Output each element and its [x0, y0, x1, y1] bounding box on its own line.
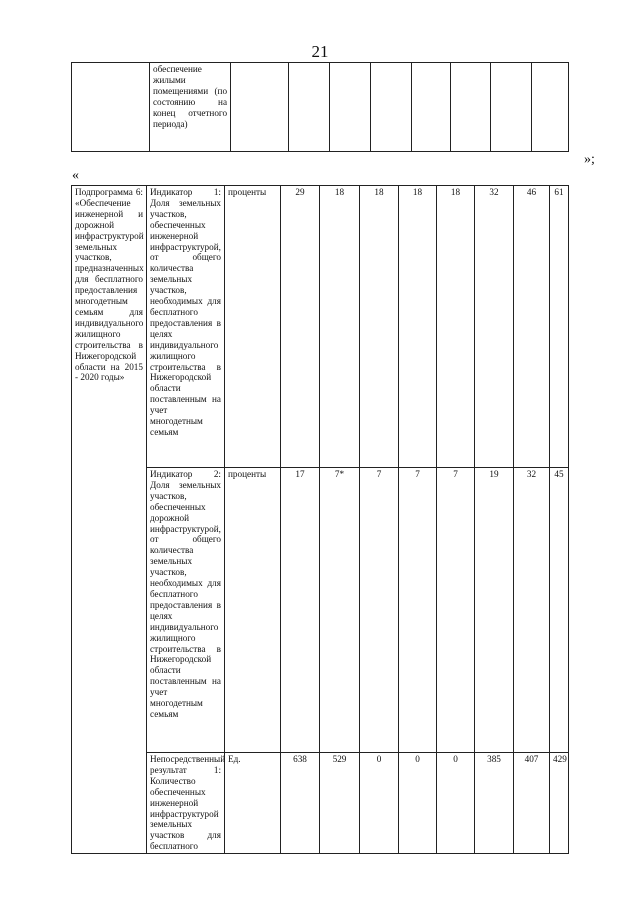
indicator-cell: Индикатор 1: Доля земельных участков, обеспеченных инженерной инфраструктурой, от общего количества земельных участков, необходимых для бесплатного предоставления в целях индивидуального жилищного строительства в Нижегородской области поставленным на учет многодетным семьям [147, 186, 225, 468]
value-cell: 46 [514, 186, 550, 468]
empty-cell [411, 63, 451, 152]
value-cell: 61 [550, 186, 569, 468]
value-cell: 638 [281, 753, 320, 854]
value-cell: 0 [399, 753, 437, 854]
value-cell: 18 [320, 186, 360, 468]
page-number: 21 [311, 42, 329, 61]
unit-cell: Ед. [225, 753, 281, 854]
subprogram-cell: Подпрограмма 6: «Обеспечение инженерной и дорожной инфраструктурой земельных участков, предназначенных для бесплатного предоставления многодетным семьям для индивидуального жилищного строительства в Нижегородской области на 2015 - 2020 годы» [72, 186, 147, 854]
empty-cell [72, 63, 150, 152]
value-cell: 32 [514, 468, 550, 753]
empty-cell [231, 63, 289, 152]
indicator-cell: Непосредственный результат 1: Количество обеспеченных инженерной инфраструктурой земельных участков для бесплатного [147, 753, 225, 854]
closing-quote: »; [584, 152, 595, 167]
value-cell: 529 [320, 753, 360, 854]
value-cell: 0 [437, 753, 475, 854]
table-row [72, 468, 569, 753]
empty-cell [289, 63, 330, 152]
indicator-cell: обеспечение жилыми помещениями (по состоянию на конец отчетного периода) [149, 63, 230, 152]
value-cell: 7* [320, 468, 360, 753]
value-cell: 0 [360, 753, 399, 854]
main-table [71, 185, 569, 854]
empty-cell [329, 63, 371, 152]
empty-cell [490, 63, 531, 152]
value-cell: 18 [399, 186, 437, 468]
table-row [72, 186, 569, 468]
empty-cell [451, 63, 491, 152]
value-cell: 19 [475, 468, 514, 753]
unit-cell: проценты [225, 186, 281, 468]
value-cell: 7 [360, 468, 399, 753]
value-cell: 29 [281, 186, 320, 468]
value-cell: 429 [550, 753, 569, 854]
value-cell: 18 [360, 186, 399, 468]
value-cell: 32 [475, 186, 514, 468]
empty-cell [371, 63, 412, 152]
value-cell: 385 [475, 753, 514, 854]
unit-cell: проценты [225, 468, 281, 753]
value-cell: 17 [281, 468, 320, 753]
empty-cell [531, 63, 569, 152]
value-cell: 7 [437, 468, 475, 753]
table-row [72, 753, 569, 854]
opening-quote: « [72, 168, 79, 183]
value-cell: 407 [514, 753, 550, 854]
indicator-cell: Индикатор 2: Доля земельных участков, обеспеченных дорожной инфраструктурой, от общего количества земельных участков, необходимых для бесплатного предоставления в целях индивидуального жилищного строительства в Нижегородской области поставленным на учет многодетным семьям [147, 468, 225, 753]
value-cell: 45 [550, 468, 569, 753]
value-cell: 18 [437, 186, 475, 468]
top-table-fragment [71, 62, 569, 152]
value-cell: 7 [399, 468, 437, 753]
